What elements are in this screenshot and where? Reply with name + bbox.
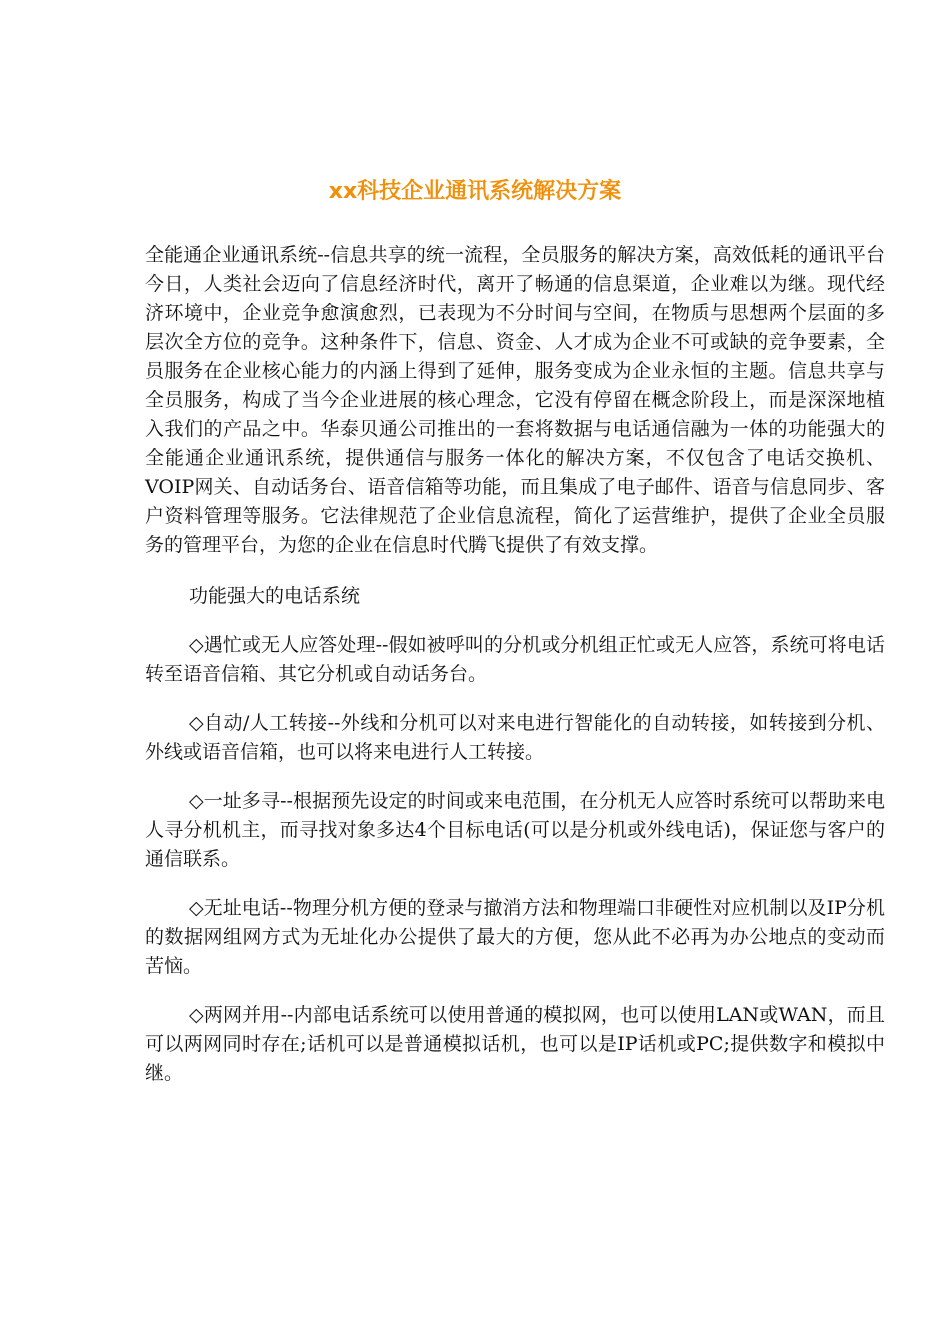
section-heading: 功能强大的电话系统 xyxy=(189,585,361,607)
feature-busy-no-answer: ◇遇忙或无人应答处理--假如被呼叫的分机或分机组正忙或无人应答，系统可将电话转至语音信箱、其它分机或自动话务台。 xyxy=(145,634,885,685)
feature-multi-target-search: ◇一址多寻--根据预先设定的时间或来电范围，在分机无人应答时系统可以帮助来电人寻分机机主，而寻找对象多达4个目标电话(可以是分机或外线电话)，保证您与客户的通信联系。 xyxy=(145,790,885,870)
intro-paragraph: 全能通企业通讯系统--信息共享的统一流程，全员服务的解决方案，高效低耗的通讯平台今日，人类社会迈向了信息经济时代，离开了畅通的信息渠道，企业难以为继。现代经济环境中，企业竞争愈演愈烈，已表现为不分时间与空间，在物质与思想两个层面的多层次全方位的竞争。这种条件下，信息、资金、人才成为企业不可或缺的竞争要素，全员服务在企业核心能力的内涵上得到了延伸，服务变成为企业永恒的主题。信息共享与全员服务，构成了当今企业进展的核心理念，它没有停留在概念阶段上，而是深深地植入我们的产品之中。华泰贝通公司推出的一套将数据与电话通信融为一体的功能强大的全能通企业通讯系统，提供通信与服务一体化的解决方案，不仅包含了电话交换机、VOIP网关、自动话务台、语音信箱等功能，而且集成了电子邮件、语音与信息同步、客户资料管理等服务。它法律规范了企业信息流程，简化了运营维护，提供了企业全员服务的管理平台，为您的企业在信息时代腾飞提供了有效支撑。 xyxy=(145,244,885,556)
feature-auto-manual-transfer: ◇自动/人工转接--外线和分机可以对来电进行智能化的自动转接，如转接到分机、外线或语音信箱，也可以将来电进行人工转接。 xyxy=(145,712,885,763)
feature-addressless-phone: ◇无址电话--物理分机方便的登录与撤消方法和物理端口非硬性对应机制以及IP分机的数据网组网方式为无址化办公提供了最大的方便，您从此不必再为办公地点的变动而苦恼。 xyxy=(145,897,885,977)
document-body xyxy=(145,241,885,1088)
document-title: xx科技企业通讯系统解决方案 xyxy=(328,179,622,204)
feature-dual-network: ◇两网并用--内部电话系统可以使用普通的模拟网，也可以使用LAN或WAN，而且可以两网同时存在;话机可以是普通模拟话机，也可以是IP话机或PC;提供数字和模拟中继。 xyxy=(145,1004,885,1084)
